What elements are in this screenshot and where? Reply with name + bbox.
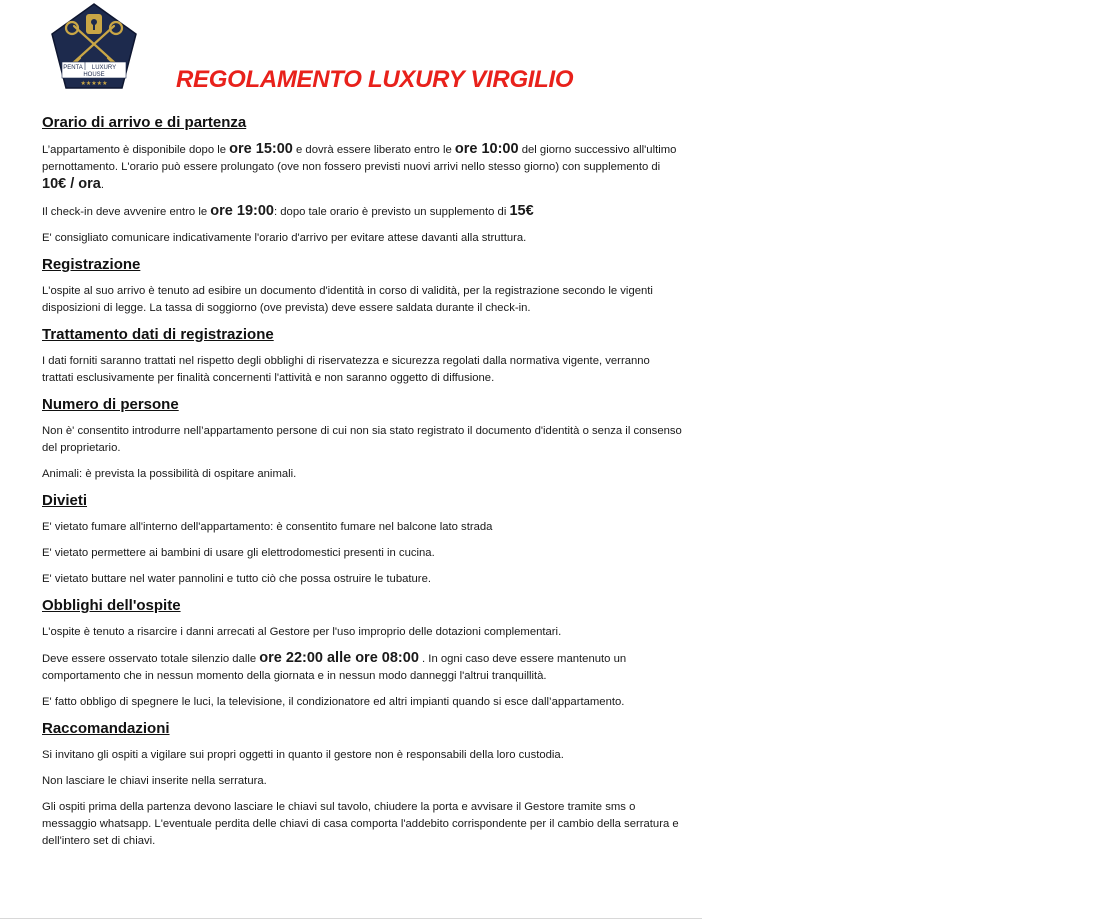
section-heading: Numero di persone: [42, 396, 179, 413]
section-heading: Divieti: [42, 492, 88, 509]
section-data-processing: [42, 326, 682, 387]
paragraph: Il check-in deve avvenire entro le ore 19:00: dopo tale orario è previsto un supplemento di 15€: [42, 203, 534, 219]
paragraph: Si invitano gli ospiti a vigilare sui propri oggetti in quanto il gestore non è responsabili della loro custodia.: [42, 749, 564, 761]
paragraph: Deve essere osservato totale silenzio dalle ore 22:00 alle ore 08:00 . In ogni caso deve essere mantenuto un comportamento che in nessun momento della giornata e in nessun modo danneggi l'altrui tranquillità.: [42, 650, 627, 682]
penta-luxury-house-logo: [48, 2, 140, 94]
svg-text:HOUSE: HOUSE: [83, 72, 105, 78]
section-heading: Registrazione: [42, 256, 141, 273]
paragraph: Animali: è prevista la possibilità di ospitare animali.: [42, 468, 297, 480]
paragraph: E' consigliato comunicare indicativamente l'orario d'arrivo per evitare attese davanti alla struttura.: [42, 232, 527, 244]
paragraph: Non lasciare le chiavi inserite nella serratura.: [42, 775, 267, 787]
paragraph: L’appartamento è disponibile dopo le ore 15:00 e dovrà essere liberato entro le ore 10:00 del giorno successivo all'ultimo pernottamento. L'orario può essere prolungato (ove non fossero previsti nuovi arrivi nello stesso giorno) con supplemento di 10€ / ora.: [42, 141, 677, 192]
section-number-of-people: [42, 396, 682, 483]
section-heading: Orario di arrivo e di partenza: [42, 114, 247, 131]
section-registration: [42, 256, 682, 317]
paragraph: E' vietato permettere ai bambini di usare gli elettrodomestici presenti in cucina.: [42, 547, 435, 559]
paragraph: Non è' consentito introdurre nell’appartamento persone di cui non sia stato registrato il documento d'identità o senza il consenso del proprietario.: [42, 425, 682, 454]
section-prohibitions: [42, 492, 682, 588]
paragraph: E' vietato buttare nel water pannolini e tutto ciò che possa ostruire le tubature.: [42, 573, 431, 585]
section-heading: Trattamento dati di registrazione: [42, 326, 274, 343]
section-recommendations: [42, 720, 682, 850]
paragraph: I dati forniti saranno trattati nel rispetto degli obblighi di riservatezza e sicurezza regolati dalla normativa vigente, verranno trattati esclusivamente per finalità concernenti l'attività e non saranno oggetto di diffusione.: [42, 355, 650, 384]
section-heading: Raccomandazioni: [42, 720, 170, 737]
paragraph: E' vietato fumare all'interno dell'appartamento: è consentito fumare nel balcone lato strada: [42, 521, 493, 533]
svg-text:PENTA: PENTA: [63, 65, 83, 71]
rules-content: [42, 114, 682, 859]
svg-text:★★★★★: ★★★★★: [80, 80, 108, 87]
paragraph: L'ospite al suo arrivo è tenuto ad esibire un documento d'identità in corso di validità, per la registrazione secondo le vigenti disposizioni di legge. La tassa di soggiorno (ove prevista) deve essere saldata durante il check-in.: [42, 285, 653, 314]
document-title: REGOLAMENTO LUXURY VIRGILIO: [176, 66, 574, 93]
section-guest-obligations: [42, 597, 682, 711]
svg-text:LUXURY: LUXURY: [91, 65, 117, 71]
paragraph: L'ospite è tenuto a risarcire i danni arrecati al Gestore per l'uso improprio delle dotazioni complementari.: [42, 626, 562, 638]
paragraph: E' fatto obbligo di spegnere le luci, la televisione, il condizionatore ed altri impianti quando si esce dall’appartamento.: [42, 696, 625, 708]
section-heading: Obblighi dell'ospite: [42, 597, 181, 614]
paragraph: Gli ospiti prima della partenza devono lasciare le chiavi sul tavolo, chiudere la porta e avvisare il Gestore tramite sms o messaggio whatsapp. L'eventuale perdita delle chiavi di casa comporta l'addebito corrispondente per il cambio della serratura e dell'intero set di chiavi.: [42, 801, 679, 847]
section-arrival-departure: [42, 114, 682, 247]
